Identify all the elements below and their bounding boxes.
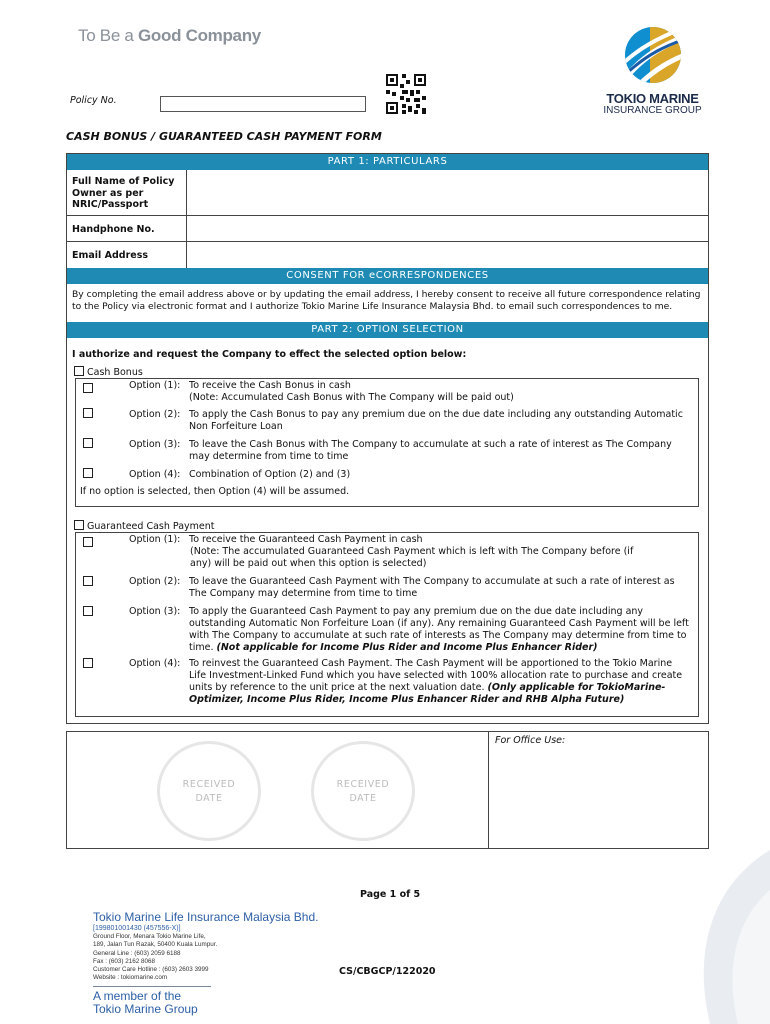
cb-option2-text: To apply the Cash Bonus to pay any premium due on the due date including any outstanding Automatic Non Forfeiture Loan bbox=[189, 409, 683, 432]
corner-swoosh-icon bbox=[560, 850, 770, 1024]
consent-section bbox=[66, 268, 709, 323]
tokio-marine-logo-icon bbox=[590, 24, 715, 86]
gcp-option3-text: To apply the Guaranteed Cash Payment to pay any premium due on the due date including any outstanding Automatic Non Forfeiture Loan (if any). Any remaining Guaranteed Cash Payment will be left with The Company to accumulate at such rate of interests as The Company may determine from time to time. (Not applicable for Income Plus Rider and Income Plus Enhancer Rider) bbox=[189, 606, 689, 653]
cb-option4-text: Combination of Option (2) and (3) bbox=[189, 469, 351, 480]
consent-text: By completing the email address above or by updating the email address, I hereby consent to receive all future correspondence relating to the Policy via electronic format and I authorize Tokio Marine Life Insurance Malaysia Bhd. to email such correspondences to me. bbox=[72, 289, 701, 312]
part1-row-email bbox=[67, 242, 708, 269]
cb-option3-text: To leave the Cash Bonus with The Company to accumulate at such a rate of interest as The Company may determine from time to time bbox=[189, 439, 672, 462]
logo-title: TOKIO MARINE bbox=[606, 91, 699, 106]
name-field[interactable] bbox=[186, 170, 708, 215]
cb-option1-text: To receive the Cash Bonus in cash (Note: Accumulated Cash Bonus with The Company will be paid out) bbox=[189, 380, 514, 403]
received-date-stamp-2: RECEIVED DATE bbox=[311, 741, 415, 841]
gcp-option2-checkbox[interactable] bbox=[83, 576, 93, 586]
footer-company-name: Tokio Marine Life Insurance Malaysia Bhd. bbox=[93, 910, 319, 924]
cb-option4-label: Option (4): bbox=[129, 469, 181, 480]
gcp-header bbox=[74, 520, 214, 532]
cash-bonus-title: Cash Bonus bbox=[87, 367, 143, 378]
company-logo bbox=[590, 24, 715, 116]
cb-option4-checkbox[interactable] bbox=[83, 468, 93, 478]
part2-heading: PART 2: OPTION SELECTION bbox=[67, 322, 708, 338]
gcp-checkbox[interactable] bbox=[74, 520, 84, 530]
email-field[interactable] bbox=[186, 242, 708, 269]
gcp-option3-label: Option (3): bbox=[129, 606, 181, 617]
gcp-option2-label: Option (2): bbox=[129, 576, 181, 587]
tagline: To Be a Good Company bbox=[78, 26, 261, 45]
part2-section bbox=[66, 322, 709, 724]
part1-row-phone bbox=[67, 216, 708, 242]
policy-no-field[interactable] bbox=[160, 96, 366, 112]
footer-address-2: 189, Jalan Tun Razak, 50400 Kuala Lumpur. bbox=[93, 941, 218, 949]
gcp-option1-label: Option (1): bbox=[129, 534, 181, 545]
cb-option1-label: Option (1): bbox=[129, 380, 181, 391]
gcp-option1-text: To receive the Guaranteed Cash Payment in cash bbox=[189, 534, 423, 545]
footer-registration: [199801001430 (457556-X)] bbox=[93, 925, 181, 932]
cb-default-note: If no option is selected, then Option (4) will be assumed. bbox=[80, 486, 350, 497]
name-label: Full Name of Policy Owner as per NRIC/Passport bbox=[72, 176, 175, 210]
footer-member-line-1: A member of the bbox=[93, 989, 182, 1004]
cb-option1-checkbox[interactable] bbox=[83, 383, 93, 393]
gcp-option4-italic: (Only applicable for TokioMarine-Optimizer, Income Plus Rider, Income Plus Enhancer Rider and RHB Alpha Future) bbox=[189, 682, 666, 705]
form-title: CASH BONUS / GUARANTEED CASH PAYMENT FORM bbox=[66, 130, 382, 143]
gcp-option1-checkbox[interactable] bbox=[83, 537, 93, 547]
cb-option2-checkbox[interactable] bbox=[83, 408, 93, 418]
office-use-divider bbox=[488, 732, 489, 848]
part1-heading: PART 1: PARTICULARS bbox=[67, 154, 708, 170]
phone-field[interactable] bbox=[186, 216, 708, 241]
cash-bonus-checkbox[interactable] bbox=[74, 366, 84, 376]
page-number: Page 1 of 5 bbox=[360, 889, 421, 900]
footer-address-1: Ground Floor, Menara Tokio Marine Life, bbox=[93, 933, 206, 941]
part1-section bbox=[66, 153, 709, 270]
part1-row-name bbox=[67, 170, 708, 216]
cb-option3-label: Option (3): bbox=[129, 439, 181, 450]
footer-company-block bbox=[93, 910, 353, 1016]
cash-bonus-header bbox=[74, 366, 143, 378]
cash-bonus-box bbox=[75, 378, 699, 507]
policy-no-label: Policy No. bbox=[70, 95, 117, 106]
gcp-option1-note: (Note: The accumulated Guaranteed Cash Payment which is left with The Company before (if any) will be paid out when this option is selected) bbox=[190, 546, 634, 569]
footer-fax: Fax : (603) 2162 8068 bbox=[93, 957, 155, 965]
footer-general-line: General Line : (603) 2059 6188 bbox=[93, 949, 181, 957]
email-label: Email Address bbox=[72, 250, 149, 261]
qr-code-icon bbox=[386, 74, 426, 114]
office-use-label: For Office Use: bbox=[495, 735, 566, 746]
footer-divider bbox=[93, 986, 211, 987]
gcp-box bbox=[75, 532, 699, 717]
gcp-option4-text: To reinvest the Guaranteed Cash Payment. The Cash Payment will be apportioned to the Tokio Marine Life Investment-Linked Fund which you have selected with 100% allocation rate to purchase and create units by reference to the unit price at the next valuation date. (Only applicable for TokioMarine-Optimizer, Income Plus Rider, Income Plus Enhancer Rider and RHB Alpha Future) bbox=[189, 658, 683, 705]
document-code: CS/CBGCP/122020 bbox=[339, 966, 436, 977]
gcp-option3-checkbox[interactable] bbox=[83, 606, 93, 616]
gcp-option3-italic: (Not applicable for Income Plus Rider and Income Plus Enhancer Rider) bbox=[216, 642, 598, 653]
gcp-option4-checkbox[interactable] bbox=[83, 658, 93, 668]
received-date-stamp-1: RECEIVED DATE bbox=[157, 741, 261, 841]
footer-hotline: Customer Care Hotline : (603) 2603 3999 bbox=[93, 966, 209, 974]
phone-label: Handphone No. bbox=[72, 224, 155, 235]
footer-member-line-2: Tokio Marine Group bbox=[93, 1002, 198, 1017]
gcp-title: Guaranteed Cash Payment bbox=[87, 521, 215, 532]
cb-option2-label: Option (2): bbox=[129, 409, 181, 420]
footer-website: Website : tokiomarine.com bbox=[93, 974, 168, 982]
logo-subtitle: INSURANCE GROUP bbox=[603, 105, 702, 116]
cb-option3-checkbox[interactable] bbox=[83, 438, 93, 448]
consent-heading: CONSENT FOR eCORRESPONDENCES bbox=[67, 268, 708, 284]
gcp-option2-text: To leave the Guaranteed Cash Payment with The Company to accumulate at such a rate of interest as The Company may determine from time to time bbox=[189, 576, 675, 599]
office-use-section bbox=[66, 731, 709, 849]
part2-intro: I authorize and request the Company to effect the selected option below: bbox=[72, 349, 467, 360]
gcp-option4-label: Option (4): bbox=[129, 658, 181, 669]
